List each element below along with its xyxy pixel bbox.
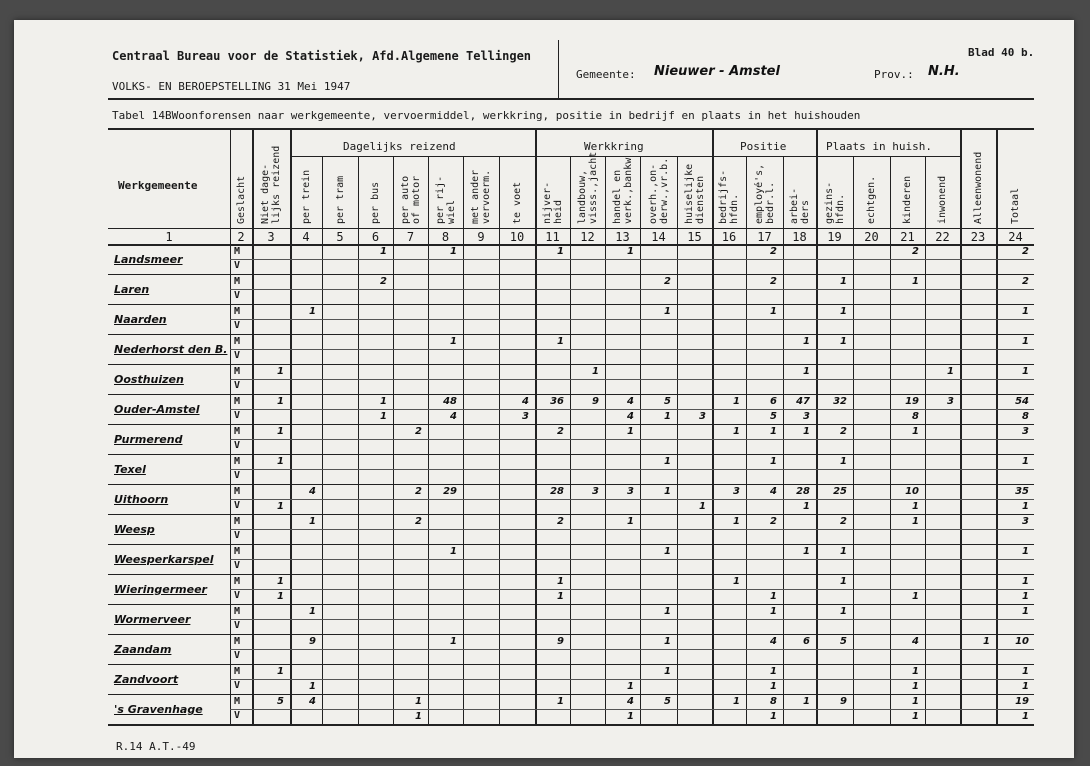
rule-row-split (230, 499, 1034, 500)
column-header: nijver- heid (541, 181, 564, 224)
rule-row-split (230, 679, 1034, 680)
data-cell: 1 (1022, 711, 1029, 722)
group-dagelijks-reizend: Dagelijks reizend (343, 140, 456, 153)
data-cell: 1 (592, 366, 599, 377)
data-cell: 1 (415, 711, 422, 722)
data-cell: 1 (1022, 456, 1029, 467)
data-cell: 4 (627, 396, 634, 407)
column-header: per tram (334, 175, 346, 224)
sex-label-m: M (234, 306, 241, 317)
data-cell: 19 (905, 396, 919, 407)
rule-row-split (230, 349, 1034, 350)
data-cell: 1 (840, 576, 847, 587)
data-cell: 2 (664, 276, 671, 287)
rule-row (108, 544, 1034, 545)
data-cell: 2 (415, 516, 422, 527)
data-cell: 1 (627, 516, 634, 527)
data-cell: 4 (522, 396, 529, 407)
row-werkgemeente: Purmerend (114, 433, 183, 446)
rule-row-split (230, 619, 1034, 620)
column-header: per auto of motor (399, 175, 422, 224)
data-cell: 2 (770, 246, 777, 257)
rule-row (108, 514, 1034, 515)
column-number: 17 (757, 230, 772, 244)
data-cell: 2 (770, 516, 777, 527)
rule-row (108, 334, 1034, 335)
column-header: echtgen. (866, 175, 877, 224)
data-cell: 1 (840, 546, 847, 557)
data-cell: 9 (309, 636, 316, 647)
sex-label-v: V (234, 410, 241, 421)
row-werkgemeente: Ouder-Amstel (114, 403, 200, 416)
data-cell: 9 (840, 696, 847, 707)
data-cell: 4 (309, 696, 316, 707)
column-header: arbei- ders (788, 187, 811, 224)
column-number: 11 (545, 230, 560, 244)
data-cell: 1 (770, 591, 777, 602)
data-cell: 1 (277, 501, 284, 512)
data-cell: 47 (796, 396, 810, 407)
data-cell: 1 (380, 246, 387, 257)
data-cell: 36 (550, 396, 564, 407)
column-number: 7 (406, 230, 415, 244)
data-cell: 1 (912, 666, 919, 677)
data-cell: 1 (627, 711, 634, 722)
column-header: overh.,on- derw.,vr.b. (647, 157, 670, 224)
data-cell: 28 (796, 486, 810, 497)
data-cell: 2 (840, 426, 847, 437)
data-cell: 4 (627, 411, 634, 422)
rule-row (108, 364, 1034, 365)
group-plaats-in-huish: Plaats in huish. (826, 140, 932, 153)
column-header: met ander vervoerm. (470, 169, 492, 224)
rule-row (108, 694, 1034, 695)
data-cell: 5 (840, 636, 847, 647)
data-cell: 3 (1022, 516, 1029, 527)
sheet-number: Blad 40 b. (968, 46, 1035, 59)
sex-label-m: M (234, 396, 241, 407)
data-cell: 35 (1015, 486, 1029, 497)
rule-row-split (230, 559, 1034, 560)
sex-label-v: V (234, 260, 241, 271)
column-header: Alleenwonend (972, 151, 984, 224)
data-cell: 1 (309, 306, 316, 317)
data-cell: 4 (309, 486, 316, 497)
data-cell: 1 (912, 681, 919, 692)
rule-row (108, 304, 1034, 305)
row-werkgemeente: Uithoorn (114, 493, 169, 506)
data-cell: 1 (803, 501, 810, 512)
data-cell: 1 (557, 696, 564, 707)
column-header: Niet dage- lijks reizend (260, 145, 282, 224)
data-cell: 1 (912, 591, 919, 602)
data-cell: 8 (770, 696, 777, 707)
data-cell: 5 (277, 696, 284, 707)
data-cell: 1 (1022, 591, 1029, 602)
data-cell: 1 (664, 546, 671, 557)
data-cell: 1 (840, 306, 847, 317)
data-cell: 1 (733, 396, 740, 407)
rule-row (108, 274, 1034, 275)
data-cell: 2 (415, 426, 422, 437)
sex-label-v: V (234, 530, 241, 541)
sex-label-m: M (234, 546, 241, 557)
sex-label-v: V (234, 620, 241, 631)
sex-label-v: V (234, 500, 241, 511)
sex-label-m: M (234, 516, 241, 527)
data-cell: 1 (803, 546, 810, 557)
sex-label-m: M (234, 666, 241, 677)
data-cell: 1 (840, 606, 847, 617)
column-number: 21 (900, 230, 915, 244)
column-number: 12 (580, 230, 595, 244)
data-cell: 1 (1022, 546, 1029, 557)
rule-row (108, 604, 1034, 605)
data-cell: 1 (450, 336, 457, 347)
data-cell: 4 (912, 636, 919, 647)
rule-row-split (230, 649, 1034, 650)
data-cell: 1 (1022, 501, 1029, 512)
data-cell: 1 (983, 636, 990, 647)
column-header: huiselijke diensten (683, 163, 706, 224)
data-cell: 1 (803, 366, 810, 377)
column-header: employé's, bedr.l. (753, 163, 776, 224)
column-number: 3 (267, 230, 275, 244)
data-cell: 4 (627, 696, 634, 707)
data-cell: 1 (450, 636, 457, 647)
rule-header-divider (558, 40, 559, 98)
data-cell: 1 (664, 411, 671, 422)
data-cell: 1 (733, 516, 740, 527)
data-cell: 10 (905, 486, 919, 497)
data-cell: 1 (557, 591, 564, 602)
data-cell: 54 (1015, 396, 1029, 407)
data-cell: 1 (1022, 336, 1029, 347)
data-cell: 32 (833, 396, 847, 407)
row-werkgemeente: Wieringermeer (114, 583, 207, 596)
province-label: Prov.: (874, 68, 914, 81)
data-cell: 1 (277, 426, 284, 437)
rule-row-split (230, 529, 1034, 530)
data-cell: 19 (1015, 696, 1029, 707)
data-cell: 4 (770, 486, 777, 497)
sex-label-m: M (234, 696, 241, 707)
column-number: 4 (302, 230, 310, 244)
data-cell: 1 (1022, 306, 1029, 317)
column-header: inwonend (937, 175, 948, 224)
sex-label-m: M (234, 486, 241, 497)
column-number: 22 (935, 230, 950, 244)
data-cell: 1 (309, 681, 316, 692)
data-cell: 1 (277, 666, 284, 677)
data-cell: 1 (770, 711, 777, 722)
data-cell: 1 (627, 426, 634, 437)
data-cell: 1 (664, 606, 671, 617)
data-cell: 1 (309, 516, 316, 527)
data-cell: 1 (770, 426, 777, 437)
column-number: 13 (615, 230, 630, 244)
data-cell: 1 (770, 666, 777, 677)
data-cell: 3 (699, 411, 706, 422)
data-cell: 1 (277, 576, 284, 587)
data-cell: 2 (380, 276, 387, 287)
data-cell: 8 (912, 411, 919, 422)
rule-table-bottom (108, 724, 1034, 726)
data-cell: 29 (443, 486, 457, 497)
data-cell: 2 (912, 246, 919, 257)
column-number: 8 (441, 230, 450, 244)
column-number: 20 (864, 230, 879, 244)
data-cell: 3 (592, 486, 599, 497)
rule-row (108, 424, 1034, 425)
data-cell: 1 (557, 246, 564, 257)
sex-label-v: V (234, 290, 241, 301)
data-cell: 1 (840, 276, 847, 287)
sex-label-v: V (234, 680, 241, 691)
data-cell: 6 (770, 396, 777, 407)
column-header: handel en verk.,bankw (611, 157, 634, 224)
gemeente-label: Gemeente: (576, 68, 636, 81)
sex-label-m: M (234, 426, 241, 437)
rule-row (108, 484, 1034, 485)
row-werkgemeente: Laren (114, 283, 150, 296)
rule-row-split (230, 379, 1034, 380)
column-number: 1 (165, 230, 173, 244)
data-cell: 5 (770, 411, 777, 422)
data-cell: 3 (803, 411, 810, 422)
column-number: 24 (1008, 230, 1023, 244)
data-cell: 1 (309, 606, 316, 617)
data-cell: 1 (450, 246, 457, 257)
data-cell: 5 (664, 696, 671, 707)
data-cell: 1 (664, 306, 671, 317)
group-positie: Positie (740, 140, 787, 153)
data-cell: 1 (627, 681, 634, 692)
sex-label-v: V (234, 650, 241, 661)
row-werkgemeente: Nederhorst den B. (114, 343, 228, 356)
census-form-sheet (14, 20, 1074, 758)
data-cell: 1 (277, 456, 284, 467)
data-cell: 1 (770, 456, 777, 467)
column-header: gezins- hfdn. (823, 181, 846, 224)
data-cell: 1 (450, 546, 457, 557)
gemeente-value: Nieuwer - Amstel (654, 64, 780, 79)
data-cell: 1 (733, 576, 740, 587)
data-cell: 1 (664, 456, 671, 467)
rule-row (108, 574, 1034, 575)
sex-label-m: M (234, 336, 241, 347)
sex-label-v: V (234, 590, 241, 601)
rule-row-split (230, 409, 1034, 410)
rule-table-top (108, 128, 1034, 130)
census-line: VOLKS- EN BEROEPSTELLING 31 Mei 1947 (112, 80, 351, 93)
agency-line: Centraal Bureau voor de Statistiek, Afd.Algemene Tellingen (112, 49, 532, 63)
column-header: te voet (511, 181, 523, 224)
data-cell: 1 (912, 516, 919, 527)
form-code: R.14 A.T.-49 (116, 740, 196, 753)
sex-label-v: V (234, 380, 241, 391)
column-header: per rij- wiel (434, 175, 457, 224)
data-cell: 1 (557, 576, 564, 587)
sex-label-v: V (234, 470, 241, 481)
data-cell: 1 (840, 456, 847, 467)
data-cell: 1 (947, 366, 954, 377)
rule-row (108, 664, 1034, 665)
data-cell: 1 (380, 396, 387, 407)
data-cell: 25 (833, 486, 847, 497)
data-cell: 1 (912, 696, 919, 707)
table-title: Tabel 14BWoonforensen naar werkgemeente, vervoermiddel, werkkring, positie in bedrijf en plaats in het huishouden (112, 109, 861, 122)
data-cell: 1 (770, 681, 777, 692)
sex-label-m: M (234, 636, 241, 647)
column-header-werkgemeente: Werkgemeente (118, 179, 198, 192)
data-cell: 2 (1022, 246, 1029, 257)
data-cell: 1 (1022, 681, 1029, 692)
rule-row (108, 394, 1034, 395)
row-werkgemeente: Wormerveer (114, 613, 191, 626)
data-cell: 1 (415, 696, 422, 707)
column-header: per trein (300, 169, 312, 224)
rule-row-split (230, 469, 1034, 470)
data-cell: 1 (733, 696, 740, 707)
data-cell: 1 (664, 636, 671, 647)
data-cell: 9 (592, 396, 599, 407)
data-cell: 1 (277, 396, 284, 407)
column-header: landbouw, visss.,jacht (576, 151, 599, 224)
row-werkgemeente: Weesperkarspel (114, 553, 214, 566)
data-cell: 2 (557, 516, 564, 527)
column-number: 5 (336, 230, 344, 244)
sex-label-m: M (234, 606, 241, 617)
data-cell: 5 (664, 396, 671, 407)
column-header: bedrijfs- hfdn. (718, 169, 740, 224)
data-cell: 1 (733, 426, 740, 437)
data-cell: 2 (557, 426, 564, 437)
data-cell: 1 (912, 426, 919, 437)
province-value: N.H. (928, 64, 960, 79)
sex-label-v: V (234, 320, 241, 331)
rule-row-split (230, 709, 1034, 710)
column-number: 15 (687, 230, 702, 244)
column-number: 14 (651, 230, 666, 244)
data-cell: 28 (550, 486, 564, 497)
sex-label-v: V (234, 560, 241, 571)
column-header: per bus (370, 181, 381, 224)
data-cell: 1 (277, 366, 284, 377)
data-cell: 4 (770, 636, 777, 647)
data-cell: 3 (947, 396, 954, 407)
row-werkgemeente: Landsmeer (114, 253, 183, 266)
sex-label-m: M (234, 366, 241, 377)
data-cell: 1 (664, 486, 671, 497)
data-cell: 9 (557, 636, 564, 647)
data-cell: 1 (277, 591, 284, 602)
column-number: 9 (477, 230, 485, 244)
data-cell: 8 (1022, 411, 1029, 422)
data-cell: 3 (627, 486, 634, 497)
data-cell: 3 (522, 411, 529, 422)
data-cell: 1 (770, 606, 777, 617)
row-werkgemeente: Naarden (114, 313, 167, 326)
row-werkgemeente: Zaandam (114, 643, 172, 656)
rule-row-split (230, 589, 1034, 590)
rule-row-split (230, 259, 1034, 260)
sex-label-m: M (234, 246, 241, 257)
data-cell: 2 (840, 516, 847, 527)
data-cell: 1 (803, 336, 810, 347)
data-cell: 2 (415, 486, 422, 497)
data-cell: 1 (770, 306, 777, 317)
data-cell: 3 (1022, 426, 1029, 437)
data-cell: 1 (912, 276, 919, 287)
sex-label-m: M (234, 456, 241, 467)
data-cell: 1 (627, 246, 634, 257)
data-cell: 1 (1022, 366, 1029, 377)
rule-row-split (230, 439, 1034, 440)
data-cell: 48 (443, 396, 457, 407)
sex-label-v: V (234, 710, 241, 721)
column-header: Totaal (1010, 187, 1021, 224)
column-header: kinderen (902, 175, 913, 224)
rule-row-split (230, 319, 1034, 320)
data-cell: 6 (803, 636, 810, 647)
row-werkgemeente: Zandvoort (114, 673, 179, 686)
data-cell: 2 (1022, 276, 1029, 287)
column-number: 10 (509, 230, 525, 244)
row-werkgemeente: Texel (114, 463, 146, 476)
rule-header-bottom (108, 228, 1034, 229)
data-cell: 1 (664, 666, 671, 677)
sex-label-m: M (234, 576, 241, 587)
row-werkgemeente: 's Gravenhage (114, 703, 203, 716)
data-cell: 1 (912, 501, 919, 512)
data-cell: 1 (912, 711, 919, 722)
rule-header-top (108, 98, 1034, 100)
column-number: 6 (371, 230, 380, 244)
data-cell: 1 (840, 336, 847, 347)
data-cell: 1 (1022, 666, 1029, 677)
group-werkkring: Werkkring (584, 140, 644, 153)
rule-row (108, 454, 1034, 455)
data-cell: 2 (770, 276, 777, 287)
data-cell: 1 (699, 501, 706, 512)
data-cell: 3 (733, 486, 740, 497)
data-cell: 1 (557, 336, 564, 347)
data-cell: 1 (803, 696, 810, 707)
rule-row-split (230, 289, 1034, 290)
column-number: 16 (721, 230, 737, 244)
data-cell: 1 (1022, 576, 1029, 587)
rule-row (108, 634, 1034, 635)
column-number: 2 (237, 230, 245, 244)
data-cell: 1 (803, 426, 810, 437)
sex-label-v: V (234, 440, 241, 451)
row-werkgemeente: Weesp (114, 523, 155, 536)
data-cell: 10 (1015, 636, 1029, 647)
row-werkgemeente: Oosthuizen (114, 373, 184, 386)
column-number: 18 (792, 230, 807, 244)
column-header: Geslacht (235, 175, 247, 224)
column-number: 19 (827, 230, 842, 244)
data-cell: 1 (1022, 606, 1029, 617)
sex-label-m: M (234, 276, 241, 287)
sex-label-v: V (234, 350, 241, 361)
column-number: 23 (970, 230, 986, 244)
data-cell: 1 (380, 411, 387, 422)
data-cell: 4 (450, 411, 457, 422)
